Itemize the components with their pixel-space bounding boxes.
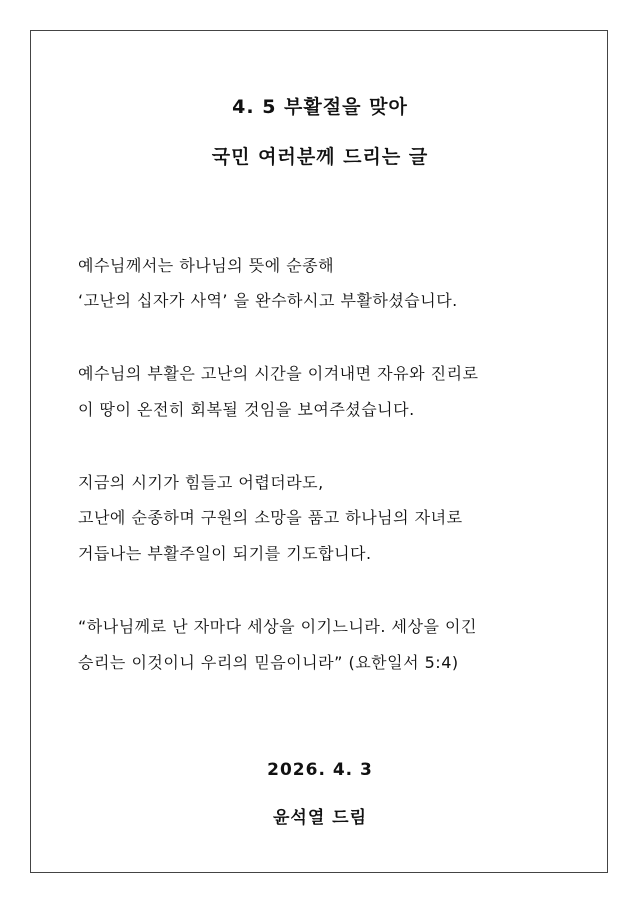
paragraph-1-line-1: 예수님께서는 하나님의 뜻에 순종해 [78, 256, 335, 275]
paragraph-2-line-1: 예수님의 부활은 고난의 시간을 이겨내면 자유와 진리로 [78, 364, 479, 383]
title-line-1: 4. 5 부활절을 맞아 [232, 96, 408, 118]
title-line-2: 국민 여러분께 드리는 글 [211, 146, 429, 168]
paragraph-3-line-3: 거듭나는 부활주일이 되기를 기도합니다. [78, 544, 372, 563]
quote-line-1: “하나님께로 난 자마다 세상을 이기느니라. 세상을 이긴 [78, 617, 477, 636]
paragraph-2-line-2: 이 땅이 온전히 회복될 것임을 보여주셨습니다. [78, 400, 415, 419]
paragraph-3-line-1: 지금의 시기가 힘들고 어렵더라도, [78, 473, 324, 492]
paragraph-1-line-2: ‘고난의 십자가 사역’ 을 완수하시고 부활하셨습니다. [78, 291, 458, 310]
document-date: 2026. 4. 3 [267, 760, 373, 780]
quote-line-2: 승리는 이것이니 우리의 믿음이니라” (요한일서 5:4) [78, 653, 459, 672]
paragraph-3-line-2: 고난에 순종하며 구원의 소망을 품고 하나님의 자녀로 [78, 508, 463, 527]
signature: 윤석열 드림 [272, 808, 368, 828]
